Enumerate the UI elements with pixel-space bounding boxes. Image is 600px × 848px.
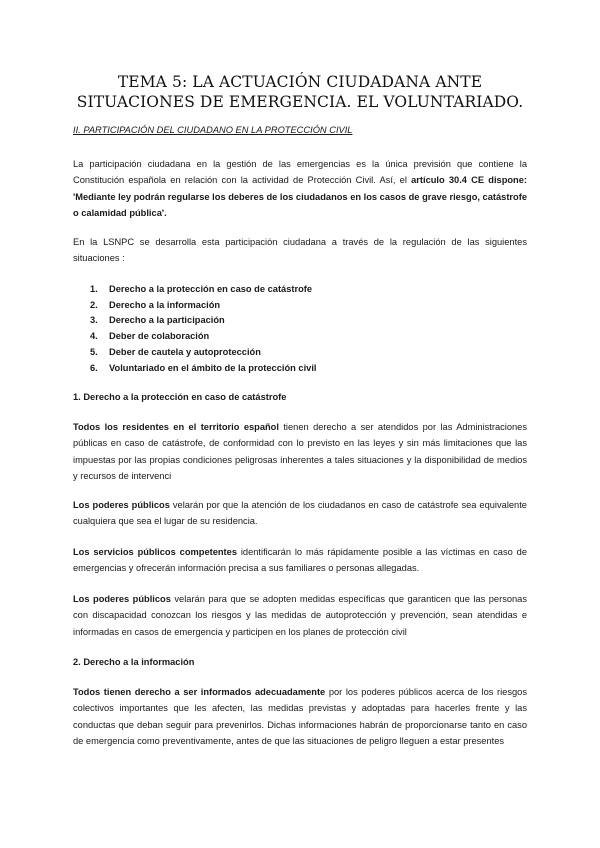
paragraph-lsnpc: En la LSNPC se desarrolla esta participación ciudadana a través de la regulación de las siguientes situaciones : [73,237,527,264]
paragraph-text: identificarán lo más rápidamente posible a las víctimas en caso de emergencias y ofrecerán información precisa a sus familiares o personas allegadas. [73,547,527,574]
paragraph-bold-text: Todos los residentes en el territorio español [73,422,279,432]
list-item-number: 4. [90,331,98,342]
list-item [73,361,317,377]
list-item-number: 2. [90,299,98,310]
paragraph-bold-text: Los poderes públicos [73,594,171,604]
document-title: TEMA 5: LA ACTUACIÓN CIUDADANA ANTE SITUACIONES DE EMERGENCIA. EL VOLUNTARIADO. [76,73,524,111]
paragraph-public-powers [73,497,527,530]
paragraph-residents [73,419,527,484]
list-item-number: 6. [90,362,98,373]
paragraph-bold-text: Todos tienen derecho a ser informados adecuadamente [73,687,326,697]
list-item-number: 3. [90,315,98,326]
list-item-label: Derecho a la protección en caso de catástrofe [109,284,313,294]
list-item [73,282,317,298]
paragraph-text: por los poderes públicos acerca de los riesgos colectivos importantes que les afecten, las medidas previstas y adoptadas para hacerles frente y las conductas que deban seguir para prevenirlos. Dichas informaciones habrán de proporcionarse tanto en caso de emergencia como preventivamente, antes de que las situaciones de peligro lleguen a estar presentes [73,687,527,746]
paragraph-text: velarán para que se adopten medidas específicas que garanticen que las personas con discapacidad conozcan los riesgos y las medidas de autoprotección y prevención, sean atendidas e informadas en casos de emergencia y participen en los planes de protección civil [73,594,528,637]
section-heading: II. PARTICIPACIÓN DEL CIUDADANO EN LA PROTECCIÓN CIVIL [73,125,353,135]
paragraph-bold-text: Los servicios públicos competentes [73,547,237,557]
list-item-number: 5. [90,346,98,357]
paragraph-information [73,684,527,749]
paragraph-text: velarán por que la atención de los ciudadanos en caso de catástrofe sea equivalente cualquiera que sea el lugar de su residencia. [73,500,527,527]
subsection-heading-information: 2. Derecho a la información [73,657,195,667]
list-item [73,329,317,345]
paragraph-text: La participación ciudadana en la gestión de las emergencias es la única previsión que contiene la Constitución española en relación con la actividad de Protección Civil. Así, el [73,159,527,186]
subsection-heading-protection: 1. Derecho a la protección en caso de catástrofe [73,392,287,402]
list-item-number: 1. [90,284,98,294]
paragraph-constitution [73,156,527,221]
paragraph-public-services [73,544,527,577]
list-item [73,345,317,361]
list-item [73,313,317,329]
paragraph-disability [73,591,527,640]
paragraph-text: tienen derecho a ser atendidos por las Administraciones públicas en caso de catástrofe, de conformidad con lo previsto en las leyes y sin más limitaciones que las impuestas por las propias condiciones peligrosas inherentes a tales situaciones y la disponibilidad de medios y recursos de intervenci [73,422,528,481]
list-item-label: Deber de colaboración [109,331,210,342]
list-item [73,298,317,314]
list-item-label: Derecho a la participación [109,315,225,326]
list-item-label: Derecho a la información [109,299,221,310]
situations-list [73,282,317,376]
paragraph-bold-text: artículo 30.4 CE dispone: 'Mediante ley podrán regularse los deberes de los ciudadanos en los casos de grave riesgo, catástrofe o calamidad pública'. [73,175,527,218]
list-item-label: Deber de cautela y autoprotección [109,346,261,357]
list-item-label: Voluntariado en el ámbito de la protección civil [109,362,317,373]
paragraph-bold-text: Los poderes públicos [73,500,170,510]
